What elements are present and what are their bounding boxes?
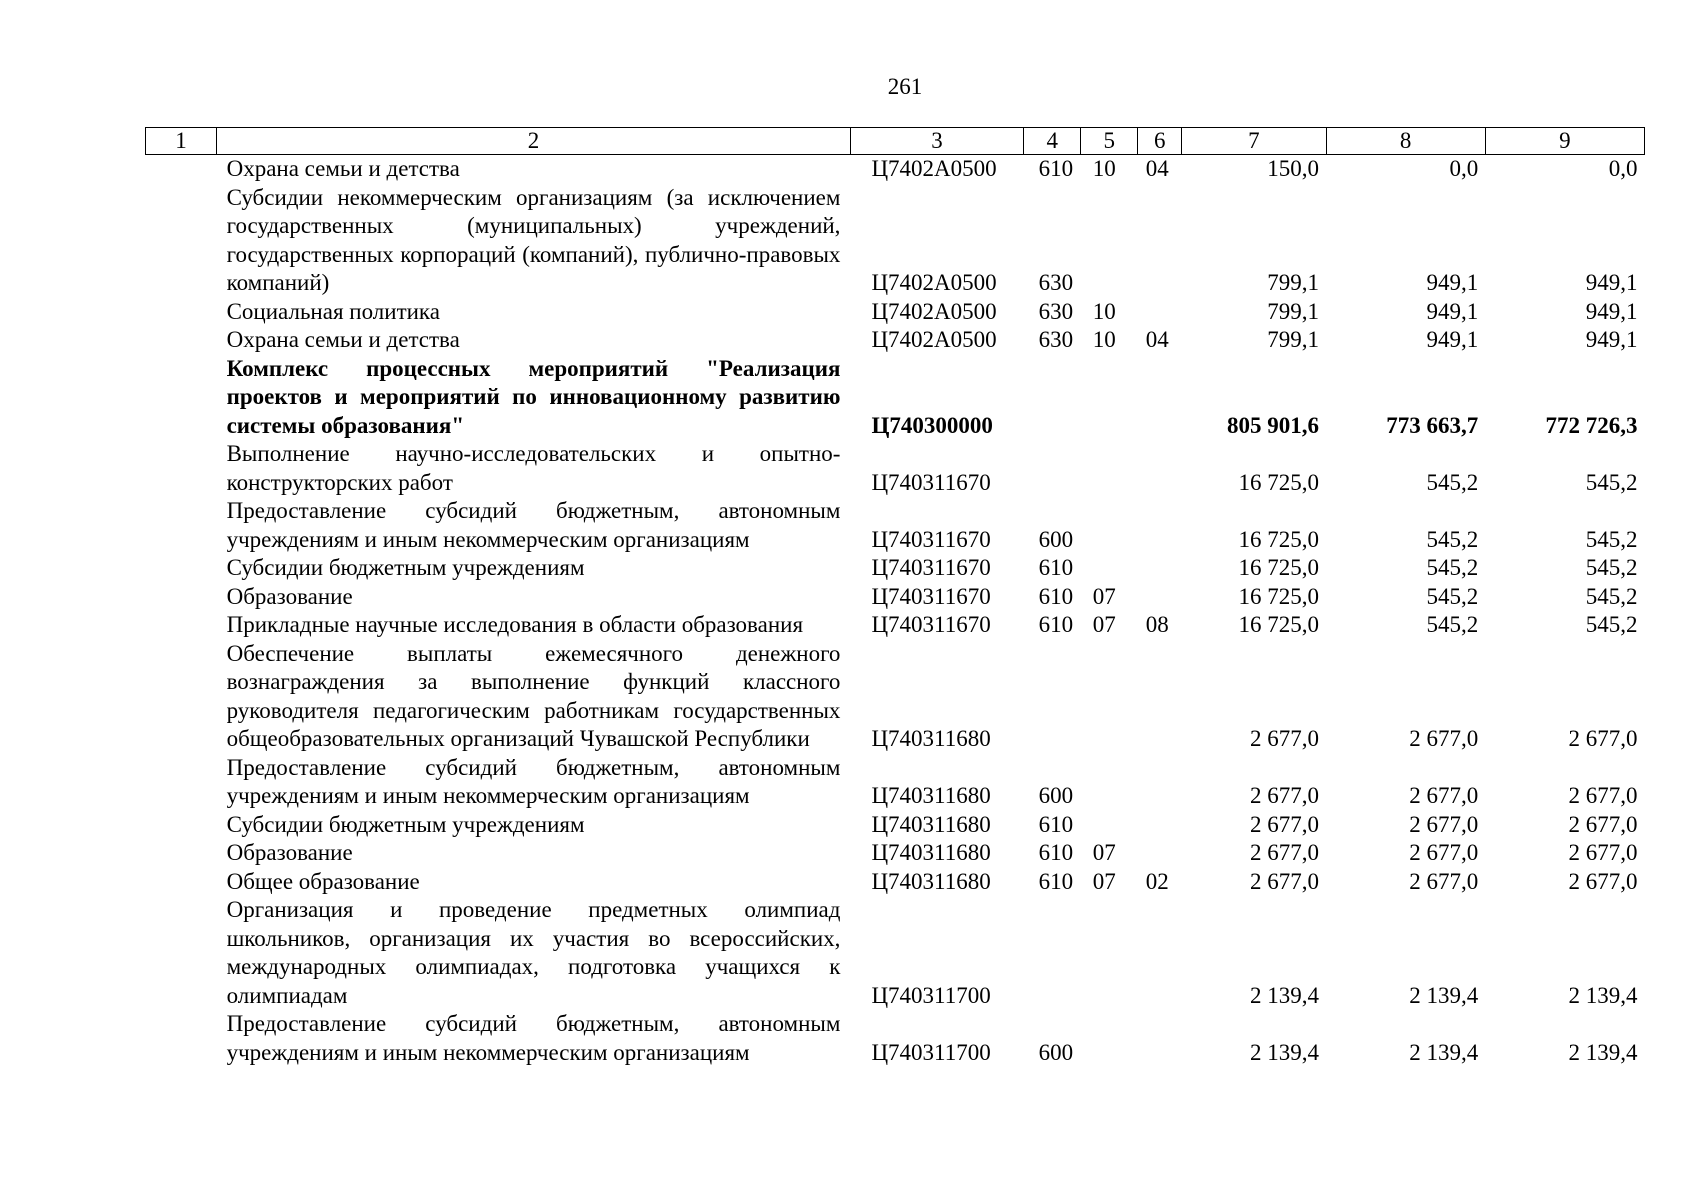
- cell-code: Ц740311670: [871, 555, 991, 580]
- cell-col-1: [146, 326, 217, 355]
- cell-value-7: 2 677,0: [1250, 783, 1320, 808]
- cell-expense-type: [1024, 355, 1081, 441]
- cell-section: [1081, 497, 1138, 554]
- cell-section: [1081, 1010, 1138, 1067]
- cell-value-9: 772 726,3: [1545, 412, 1638, 438]
- cell-expense-type: 600: [1038, 783, 1074, 808]
- cell-value-7: 16 725,0: [1238, 469, 1320, 495]
- cell-value-8: 2 677,0: [1409, 783, 1479, 808]
- cell-value-7: 2 677,0: [1250, 868, 1320, 894]
- cell-name: Образование: [226, 583, 353, 609]
- cell-name: Прикладные научные исследования в области образования: [226, 612, 804, 637]
- header-col-4: 4: [1024, 128, 1081, 155]
- table-row: [146, 583, 1645, 612]
- header-col-3: 3: [850, 128, 1023, 155]
- cell-expense-type: [1024, 896, 1081, 1010]
- table-row: [146, 554, 1645, 583]
- cell-code: Ц740300000: [871, 412, 993, 438]
- cell-section: [1081, 355, 1138, 441]
- cell-code: Ц740311680: [871, 811, 991, 837]
- cell-code: Ц740311670: [871, 526, 991, 552]
- cell-expense-type: 600: [1038, 526, 1074, 552]
- cell-section: 07: [1092, 868, 1116, 894]
- cell-col-1: [146, 868, 217, 897]
- table-row: [146, 155, 1645, 184]
- cell-name: Предоставление субсидий бюджетным, автономным учреждениям и иным некоммерческим организациям: [226, 1011, 841, 1065]
- cell-value-7: 2 677,0: [1250, 840, 1320, 865]
- cell-value-9: 2 677,0: [1568, 811, 1638, 837]
- cell-section: 10: [1092, 156, 1116, 181]
- cell-subsection: [1138, 440, 1182, 497]
- cell-code: Ц740311670: [871, 612, 991, 637]
- cell-value-9: 949,1: [1585, 298, 1638, 324]
- cell-expense-type: 610: [1038, 555, 1074, 580]
- cell-value-9: 545,2: [1585, 612, 1638, 637]
- cell-code: Ц7402А0500: [871, 270, 997, 295]
- cell-value-8: 545,2: [1426, 469, 1479, 495]
- cell-subsection: [1138, 811, 1182, 840]
- cell-name: Охрана семьи и детства: [226, 156, 460, 181]
- cell-value-8: 545,2: [1426, 526, 1479, 552]
- cell-expense-type: 630: [1038, 298, 1074, 324]
- cell-code: Ц740311700: [871, 982, 991, 1008]
- table-row: [146, 839, 1645, 868]
- header-col-7: 7: [1182, 128, 1326, 155]
- header-col-2: 2: [217, 128, 851, 155]
- table-header: [146, 128, 1645, 155]
- cell-name: Социальная политика: [226, 298, 440, 324]
- cell-col-1: [146, 184, 217, 298]
- header-col-6: 6: [1138, 128, 1182, 155]
- cell-value-7: 16 725,0: [1238, 526, 1320, 552]
- cell-col-1: [146, 554, 217, 583]
- cell-subsection: 04: [1145, 327, 1169, 352]
- cell-value-9: 2 677,0: [1568, 783, 1638, 808]
- cell-value-8: 545,2: [1426, 555, 1479, 580]
- cell-col-1: [146, 611, 217, 640]
- header-row: [146, 128, 1645, 155]
- cell-col-1: [146, 440, 217, 497]
- cell-col-1: [146, 896, 217, 1010]
- table-body: [146, 155, 1645, 1068]
- cell-value-9: 545,2: [1585, 555, 1638, 580]
- cell-code: Ц740311700: [871, 1039, 991, 1065]
- cell-subsection: [1138, 839, 1182, 868]
- table-row: [146, 754, 1645, 811]
- table-row: [146, 497, 1645, 554]
- cell-value-8: 773 663,7: [1386, 412, 1479, 438]
- cell-value-7: 16 725,0: [1238, 583, 1320, 609]
- cell-col-1: [146, 839, 217, 868]
- cell-expense-type: 630: [1038, 270, 1074, 295]
- cell-expense-type: 600: [1038, 1039, 1074, 1065]
- cell-expense-type: 610: [1038, 811, 1074, 837]
- cell-subsection: [1138, 497, 1182, 554]
- header-col-1: 1: [146, 128, 217, 155]
- cell-expense-type: 610: [1038, 583, 1074, 609]
- cell-value-7: 2 677,0: [1250, 726, 1320, 751]
- cell-code: Ц740311680: [871, 840, 991, 865]
- cell-value-8: 545,2: [1426, 583, 1479, 609]
- cell-col-1: [146, 497, 217, 554]
- cell-code: Ц7402А0500: [871, 156, 997, 181]
- cell-name: Образование: [226, 840, 353, 865]
- cell-code: Ц740311680: [871, 868, 991, 894]
- table-row: [146, 326, 1645, 355]
- cell-value-7: 2 139,4: [1250, 1039, 1320, 1065]
- cell-expense-type: 610: [1038, 612, 1074, 637]
- cell-value-8: 545,2: [1426, 612, 1479, 637]
- table-row: [146, 298, 1645, 327]
- cell-value-8: 0,0: [1449, 156, 1479, 181]
- cell-expense-type: 610: [1038, 868, 1074, 894]
- cell-code: Ц740311680: [871, 726, 991, 751]
- cell-value-7: 805 901,6: [1227, 412, 1320, 438]
- cell-col-1: [146, 754, 217, 811]
- table-row: [146, 896, 1645, 1010]
- cell-value-7: 16 725,0: [1238, 555, 1320, 580]
- cell-name: Предоставление субсидий бюджетным, автономным учреждениям и иным некоммерческим организациям: [226, 754, 841, 808]
- cell-col-1: [146, 811, 217, 840]
- cell-subsection: [1138, 554, 1182, 583]
- cell-value-9: 2 139,4: [1568, 1039, 1638, 1065]
- page-number: 261: [887, 74, 923, 99]
- cell-value-9: 545,2: [1585, 469, 1638, 495]
- cell-value-8: 2 677,0: [1409, 840, 1479, 865]
- cell-name: Комплекс процессных мероприятий "Реализация проектов и мероприятий по инновационному развитию системы образования": [226, 355, 841, 438]
- cell-name: Охрана семьи и детства: [226, 327, 460, 352]
- header-col-5: 5: [1081, 128, 1138, 155]
- cell-value-7: 2 677,0: [1250, 811, 1320, 837]
- cell-value-9: 2 139,4: [1568, 982, 1638, 1008]
- table-row: [146, 1010, 1645, 1067]
- cell-value-8: 949,1: [1426, 270, 1479, 295]
- cell-value-9: 949,1: [1585, 270, 1638, 295]
- cell-value-8: 949,1: [1426, 298, 1479, 324]
- cell-name: Субсидии бюджетным учреждениям: [226, 811, 585, 837]
- cell-value-7: 150,0: [1267, 156, 1320, 181]
- cell-col-1: [146, 583, 217, 612]
- cell-name: Организация и проведение предметных олимпиад школьников, организация их участия во всероссийских, международных олимпиадах, подготовка учащихся к олимпиадам: [226, 897, 841, 1008]
- cell-expense-type: 610: [1038, 156, 1074, 181]
- cell-code: Ц740311680: [871, 783, 991, 808]
- cell-value-9: 2 677,0: [1568, 868, 1638, 894]
- cell-section: [1081, 554, 1138, 583]
- cell-code: Ц7402А0500: [871, 298, 997, 324]
- cell-value-8: 2 677,0: [1409, 868, 1479, 894]
- cell-subsection: [1138, 298, 1182, 327]
- cell-value-8: 2 677,0: [1409, 726, 1479, 751]
- cell-col-1: [146, 640, 217, 754]
- cell-name: Субсидии некоммерческим организациям (за исключением государственных (муниципальных) учреждений, государственных корпораций (компаний), публично-правовых компаний): [226, 184, 841, 295]
- cell-code: Ц740311670: [871, 469, 991, 495]
- cell-subsection: 04: [1145, 156, 1169, 181]
- cell-subsection: [1138, 1010, 1182, 1067]
- cell-value-7: 2 139,4: [1250, 982, 1320, 1008]
- cell-name: Субсидии бюджетным учреждениям: [226, 555, 585, 580]
- cell-expense-type: 610: [1038, 840, 1074, 865]
- budget-table: [145, 127, 1645, 1067]
- cell-name: Общее образование: [226, 868, 420, 894]
- cell-section: 07: [1092, 840, 1116, 865]
- cell-value-8: 949,1: [1426, 327, 1479, 352]
- cell-value-9: 2 677,0: [1568, 726, 1638, 751]
- cell-value-7: 16 725,0: [1238, 612, 1320, 637]
- cell-subsection: [1138, 640, 1182, 754]
- header-col-9: 9: [1485, 128, 1644, 155]
- cell-value-9: 545,2: [1585, 526, 1638, 552]
- cell-value-8: 2 677,0: [1409, 811, 1479, 837]
- cell-section: 07: [1092, 583, 1116, 609]
- table-row: [146, 868, 1645, 897]
- cell-subsection: [1138, 355, 1182, 441]
- cell-section: [1081, 754, 1138, 811]
- cell-subsection: [1138, 184, 1182, 298]
- cell-value-7: 799,1: [1267, 327, 1320, 352]
- cell-section: [1081, 184, 1138, 298]
- cell-section: [1081, 896, 1138, 1010]
- cell-name: Обеспечение выплаты ежемесячного денежного вознаграждения за выполнение функций классного руководителя педагогическим работникам государственных общеобразовательных организаций Чувашской Республики: [226, 640, 841, 751]
- table-row: [146, 440, 1645, 497]
- cell-col-1: [146, 298, 217, 327]
- cell-expense-type: 630: [1038, 327, 1074, 352]
- cell-col-1: [146, 1010, 217, 1067]
- cell-col-1: [146, 155, 217, 184]
- cell-subsection: [1138, 754, 1182, 811]
- cell-col-1: [146, 355, 217, 441]
- table-row: [146, 355, 1645, 441]
- cell-section: [1081, 811, 1138, 840]
- cell-subsection: 08: [1145, 612, 1169, 637]
- cell-section: 10: [1092, 298, 1116, 324]
- cell-value-8: 2 139,4: [1409, 982, 1479, 1008]
- cell-name: Предоставление субсидий бюджетным, автономным учреждениям и иным некоммерческим организациям: [226, 498, 841, 552]
- cell-section: [1081, 440, 1138, 497]
- cell-value-9: 2 677,0: [1568, 840, 1638, 865]
- cell-subsection: [1138, 583, 1182, 612]
- cell-value-8: 2 139,4: [1409, 1039, 1479, 1065]
- cell-value-7: 799,1: [1267, 270, 1320, 295]
- cell-name: Выполнение научно-исследовательских и опытно-конструкторских работ: [226, 441, 841, 495]
- cell-section: [1081, 640, 1138, 754]
- header-col-8: 8: [1326, 128, 1485, 155]
- cell-expense-type: [1024, 640, 1081, 754]
- cell-code: Ц7402А0500: [871, 327, 997, 352]
- table-row: [146, 184, 1645, 298]
- cell-value-9: 545,2: [1585, 583, 1638, 609]
- cell-expense-type: [1024, 440, 1081, 497]
- cell-section: 07: [1092, 612, 1116, 637]
- cell-subsection: [1138, 896, 1182, 1010]
- cell-code: Ц740311670: [871, 583, 991, 609]
- cell-value-7: 799,1: [1267, 298, 1320, 324]
- cell-value-9: 949,1: [1585, 327, 1638, 352]
- table-row: [146, 640, 1645, 754]
- table-row: [146, 811, 1645, 840]
- cell-section: 10: [1092, 327, 1116, 352]
- table-row: [146, 611, 1645, 640]
- cell-subsection: 02: [1145, 868, 1169, 894]
- cell-value-9: 0,0: [1608, 156, 1638, 181]
